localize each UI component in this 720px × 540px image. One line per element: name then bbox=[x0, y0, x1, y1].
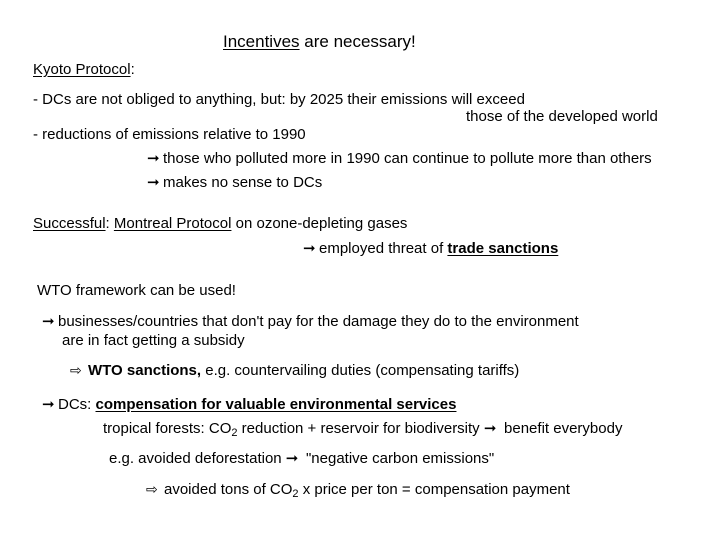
successful-label: Successful bbox=[33, 215, 106, 232]
compensation-text: compensation for valuable environmental services bbox=[95, 396, 457, 413]
hollow-arrow-icon: ⇨ bbox=[70, 362, 82, 378]
right-arrow-icon: ➞ bbox=[285, 450, 299, 467]
montreal-line bbox=[33, 215, 407, 233]
right-arrow-icon: ➞ bbox=[42, 313, 55, 330]
kyoto-heading bbox=[33, 61, 135, 79]
kyoto-arrow-2 bbox=[147, 174, 322, 192]
eg-line bbox=[109, 450, 494, 468]
dcs-line bbox=[42, 396, 456, 414]
hollow-arrow-icon: ⇨ bbox=[146, 481, 158, 497]
title-rest: are necessary! bbox=[299, 32, 416, 51]
kyoto-point-1-cont: those of the developed world bbox=[466, 108, 658, 125]
montreal-arrow bbox=[303, 240, 558, 258]
kyoto-point-2: - reductions of emissions relative to 1990 bbox=[33, 126, 306, 143]
right-arrow-icon: ➞ bbox=[303, 240, 316, 257]
kyoto-colon: : bbox=[130, 61, 135, 78]
avoided-text-a: avoided tons of CO bbox=[164, 481, 293, 498]
wto-sanctions bbox=[70, 361, 519, 380]
wto-point-1-cont: are in fact getting a subsidy bbox=[62, 332, 245, 349]
montreal-protocol-label: Montreal Protocol bbox=[113, 215, 232, 232]
wto-sanctions-bold: WTO sanctions, bbox=[88, 362, 202, 379]
eg-text-a: e.g. avoided deforestation bbox=[109, 450, 286, 467]
title-underlined: Incentives bbox=[223, 32, 300, 51]
right-arrow-icon: ➞ bbox=[147, 174, 160, 191]
successful-colon: : bbox=[105, 215, 110, 232]
page-title bbox=[223, 32, 416, 52]
wto-sanctions-rest: e.g. countervailing duties (compensating tariffs) bbox=[201, 362, 520, 379]
forests-text-b: reduction + reservoir for biodiversity bbox=[237, 420, 484, 437]
trade-sanctions: trade sanctions bbox=[447, 240, 559, 257]
wto-point-1 bbox=[42, 313, 579, 331]
kyoto-arrow-1-text: those who polluted more in 1990 can continue to pollute more than others bbox=[163, 150, 652, 167]
right-arrow-icon: ➞ bbox=[147, 150, 160, 167]
forests-text-a: tropical forests: CO bbox=[103, 420, 232, 437]
right-arrow-icon: ➞ bbox=[42, 396, 55, 413]
kyoto-arrow-2-text: makes no sense to DCs bbox=[163, 174, 323, 191]
kyoto-arrow-1 bbox=[147, 150, 652, 168]
co2-subscript: 2 bbox=[292, 488, 299, 500]
tropical-forests-line bbox=[103, 420, 622, 438]
dcs-label: DCs: bbox=[58, 396, 96, 413]
montreal-arrow-text: employed threat of bbox=[319, 240, 448, 257]
co2-subscript: 2 bbox=[231, 427, 238, 439]
right-arrow-icon: ➞ bbox=[483, 420, 497, 437]
kyoto-point-1: - DCs are not obliged to anything, but: by 2025 their emissions will exceed bbox=[33, 91, 525, 108]
montreal-rest: on ozone-depleting gases bbox=[231, 215, 408, 232]
wto-point-1-text: businesses/countries that don't pay for the damage they do to the environment bbox=[58, 313, 579, 330]
eg-text-b: "negative carbon emissions" bbox=[301, 450, 495, 467]
avoided-tons-line bbox=[146, 480, 570, 499]
forests-text-c: benefit everybody bbox=[499, 420, 623, 437]
avoided-text-b: x price per ton = compensation payment bbox=[298, 481, 570, 498]
kyoto-label: Kyoto Protocol bbox=[33, 61, 131, 78]
wto-heading: WTO framework can be used! bbox=[37, 282, 236, 299]
